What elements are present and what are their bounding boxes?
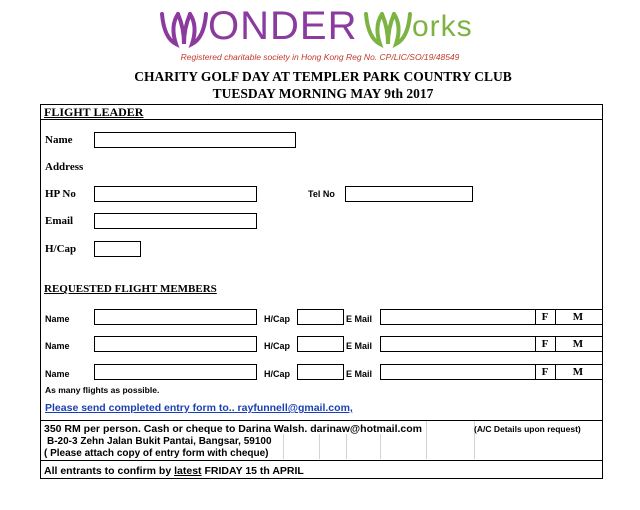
- flight-leader-heading: FLIGHT LEADER: [44, 105, 144, 119]
- divider: [426, 421, 427, 459]
- member-hcap-label: H/Cap: [264, 369, 291, 379]
- divider: [555, 309, 556, 325]
- leader-name-field[interactable]: [94, 132, 296, 148]
- divider: [555, 336, 556, 352]
- member-email-label: E Mail: [346, 369, 373, 379]
- male-option[interactable]: M: [572, 311, 584, 323]
- leader-tel-field[interactable]: [345, 186, 473, 202]
- leader-tel-label: Tel No: [308, 189, 335, 199]
- member-name-field[interactable]: [94, 309, 257, 325]
- page-title: CHARITY GOLF DAY AT TEMPLER PARK COUNTRY CLUB: [134, 69, 512, 84]
- divider: [346, 434, 347, 459]
- divider: [283, 434, 284, 459]
- female-option[interactable]: F: [541, 311, 549, 323]
- confirm-deadline: [44, 465, 304, 477]
- leader-hp-field[interactable]: [94, 186, 257, 202]
- female-option[interactable]: F: [541, 366, 549, 378]
- divider: [555, 364, 556, 380]
- divider: [319, 434, 320, 459]
- leader-hp-label: HP No: [45, 188, 76, 200]
- member-name-label: Name: [45, 369, 70, 379]
- member-hcap-label: H/Cap: [264, 314, 291, 324]
- member-name-field[interactable]: [94, 336, 257, 352]
- flights-note: As many flights as possible.: [45, 385, 160, 395]
- logo-works-text: orks: [412, 10, 473, 43]
- leader-hcap-field[interactable]: [94, 241, 141, 257]
- member-name-field[interactable]: [94, 364, 257, 380]
- member-name-label: Name: [45, 341, 70, 351]
- divider: [40, 460, 603, 461]
- registration-text: Registered charitable society in Hong Kong Reg No. CP/LIC/SO/19/48549: [180, 52, 460, 62]
- payment-line-3: ( Please attach copy of entry form with cheque): [44, 448, 269, 459]
- leader-address-label: Address: [45, 161, 84, 173]
- member-hcap-field[interactable]: [297, 364, 344, 380]
- confirm-suffix: FRIDAY 15 th APRIL: [204, 465, 304, 477]
- member-email-label: E Mail: [346, 341, 373, 351]
- leader-email-field[interactable]: [94, 213, 257, 229]
- member-email-label: E Mail: [346, 314, 373, 324]
- divider: [380, 434, 381, 459]
- male-option[interactable]: M: [572, 366, 584, 378]
- send-email-link[interactable]: Please send completed entry form to.. rayfunnell@gmail.com,: [45, 402, 353, 414]
- divider: [40, 420, 603, 421]
- leader-name-label: Name: [45, 134, 73, 146]
- female-option[interactable]: F: [541, 338, 549, 350]
- lotus-w-icon: [362, 8, 414, 48]
- member-hcap-label: H/Cap: [264, 341, 291, 351]
- payment-line-2: B-20-3 Zehn Jalan Bukit Pantai, Bangsar, 59100: [47, 436, 272, 447]
- page-subtitle: TUESDAY MORNING MAY 9th 2017: [212, 86, 434, 101]
- leader-hcap-label: H/Cap: [45, 243, 77, 255]
- confirm-prefix: All entrants to confirm by: [44, 465, 172, 477]
- payment-line-1: 350 RM per person. Cash or cheque to Darina Walsh. darinaw@hotmail.com: [44, 423, 423, 435]
- account-details-note: (A/C Details upon request): [474, 424, 581, 434]
- male-option[interactable]: M: [572, 338, 584, 350]
- member-name-label: Name: [45, 314, 70, 324]
- logo-wonder-text: ONDER: [208, 4, 358, 48]
- member-hcap-field[interactable]: [297, 336, 344, 352]
- confirm-latest: latest: [174, 465, 202, 477]
- lotus-w-icon: [158, 8, 210, 48]
- leader-email-label: Email: [45, 215, 74, 227]
- members-heading: REQUESTED FLIGHT MEMBERS: [44, 283, 217, 295]
- member-hcap-field[interactable]: [297, 309, 344, 325]
